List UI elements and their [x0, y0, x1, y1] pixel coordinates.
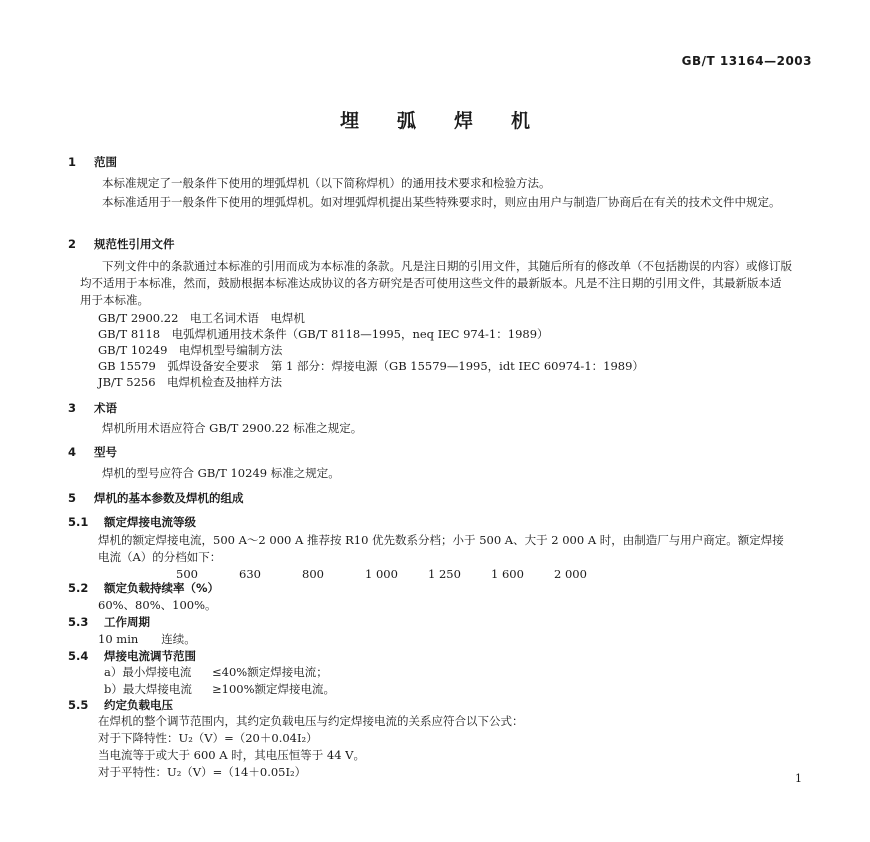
- current-value: 1 000: [365, 567, 398, 581]
- current-value: 2 000: [554, 567, 587, 581]
- subsection-number: 5.1: [68, 515, 89, 529]
- formula-note: 当电流等于或大于 600 A 时，其电压恒等于 44 V。: [98, 748, 365, 762]
- section-4-paragraph: 焊机的型号应符合 GB/T 10249 标准之规定。: [102, 466, 340, 480]
- section-2-heading: [68, 236, 175, 252]
- subsection-number: 5.2: [68, 581, 89, 595]
- reference-item: GB 15579 弧焊设备安全要求 第 1 部分：焊接电源（GB 15579—1995，idt IEC 60974-1：1989）: [98, 359, 644, 373]
- section-number: 2: [68, 237, 77, 251]
- subsection-5-2-heading: [68, 580, 219, 596]
- list-item-value: ≥100%额定焊接电流。: [212, 682, 336, 696]
- section-1-heading: [68, 154, 117, 170]
- reference-item: JB/T 5256 电焊机检查及抽样方法: [98, 375, 283, 389]
- subsection-title: 额定负载持续率（%）: [104, 581, 220, 595]
- section-title: 焊机的基本参数及焊机的组成: [94, 491, 244, 505]
- standard-code: GB/T 13164—2003: [681, 54, 812, 68]
- section-3-heading: [68, 400, 117, 416]
- subsection-5-1-paragraph: 焊机的额定焊接电流，500 A～2 000 A 推荐按 R10 优先数系分档；小于 500 A、大于 2 000 A 时，由制造厂与用户商定。额定焊接电流（A）的分档如下：: [98, 533, 784, 564]
- list-item: [104, 664, 328, 681]
- list-item-value: ≤40%额定焊接电流；: [212, 665, 328, 679]
- reference-item: GB/T 10249 电焊机型号编制方法: [98, 343, 283, 357]
- section-1-paragraph-2: 本标准适用于一般条件下使用的埋弧焊机。如对埋弧焊机提出某些特殊要求时，则应由用户与制造厂协商后在有关的技术文件中规定。: [102, 195, 781, 209]
- page-number: 1: [795, 772, 802, 785]
- list-item-label: b）最大焊接电流: [104, 682, 192, 696]
- section-5-heading: [68, 490, 244, 506]
- section-title: 范围: [94, 155, 117, 169]
- section-number: 3: [68, 401, 77, 415]
- subsection-5-5-paragraph: 在焊机的整个调节范围内，其约定负载电压与约定焊接电流的关系应符合以下公式：: [98, 714, 524, 728]
- subsection-5-5-heading: [68, 697, 173, 713]
- section-2-paragraph: 下列文件中的条款通过本标准的引用而成为本标准的条款。凡是注日期的引用文件，其随后所有的修改单（不包括勘误的内容）或修订版均不适用于本标准，然而，鼓励根据本标准达成协议的各方研究是否可使用这些文件的最新版本。凡是不注日期的引用文件，其最新版本适用于本标准。: [80, 259, 792, 307]
- subsection-title: 额定焊接电流等级: [104, 515, 196, 529]
- subsection-number: 5.5: [68, 698, 89, 712]
- subsection-5-1-heading: [68, 514, 196, 530]
- reference-item: GB/T 2900.22 电工名词术语 电焊机: [98, 311, 305, 325]
- section-title: 术语: [94, 401, 117, 415]
- formula-flat-characteristic: 对于平特性：U₂（V）=（14＋0.05I₂）: [98, 765, 307, 779]
- reference-item: GB/T 8118 电弧焊机通用技术条件（GB/T 8118—1995，neq IEC 974-1：1989）: [98, 327, 549, 341]
- subsection-number: 5.4: [68, 649, 89, 663]
- subsection-5-3-heading: [68, 614, 150, 630]
- section-number: 4: [68, 445, 77, 459]
- current-grade-values: [176, 566, 617, 583]
- section-number: 5: [68, 491, 77, 505]
- subsection-5-3-text: 10 min 连续。: [98, 632, 196, 646]
- section-1-paragraph-1: 本标准规定了一般条件下使用的埋弧焊机（以下简称焊机）的通用技术要求和检验方法。: [102, 176, 551, 190]
- subsection-5-4-heading: [68, 648, 196, 664]
- subsection-title: 焊接电流调节范围: [104, 649, 196, 663]
- list-item-label: a）最小焊接电流: [104, 665, 192, 679]
- current-value: 500: [176, 567, 198, 581]
- section-4-heading: [68, 444, 117, 460]
- list-item: [104, 681, 335, 698]
- subsection-title: 约定负载电压: [104, 698, 173, 712]
- section-title: 型号: [94, 445, 117, 459]
- subsection-title: 工作周期: [104, 615, 150, 629]
- current-value: 630: [239, 567, 261, 581]
- page-title: 埋弧焊机: [339, 110, 568, 132]
- subsection-number: 5.3: [68, 615, 89, 629]
- section-number: 1: [68, 155, 77, 169]
- current-value: 1 250: [428, 567, 461, 581]
- section-3-paragraph: 焊机所用术语应符合 GB/T 2900.22 标准之规定。: [102, 421, 363, 435]
- section-title: 规范性引用文件: [94, 237, 175, 251]
- current-value: 1 600: [491, 567, 524, 581]
- subsection-5-2-text: 60%、80%、100%。: [98, 598, 217, 612]
- current-value: 800: [302, 567, 324, 581]
- formula-falling-characteristic: 对于下降特性：U₂（V）=（20＋0.04I₂）: [98, 731, 318, 745]
